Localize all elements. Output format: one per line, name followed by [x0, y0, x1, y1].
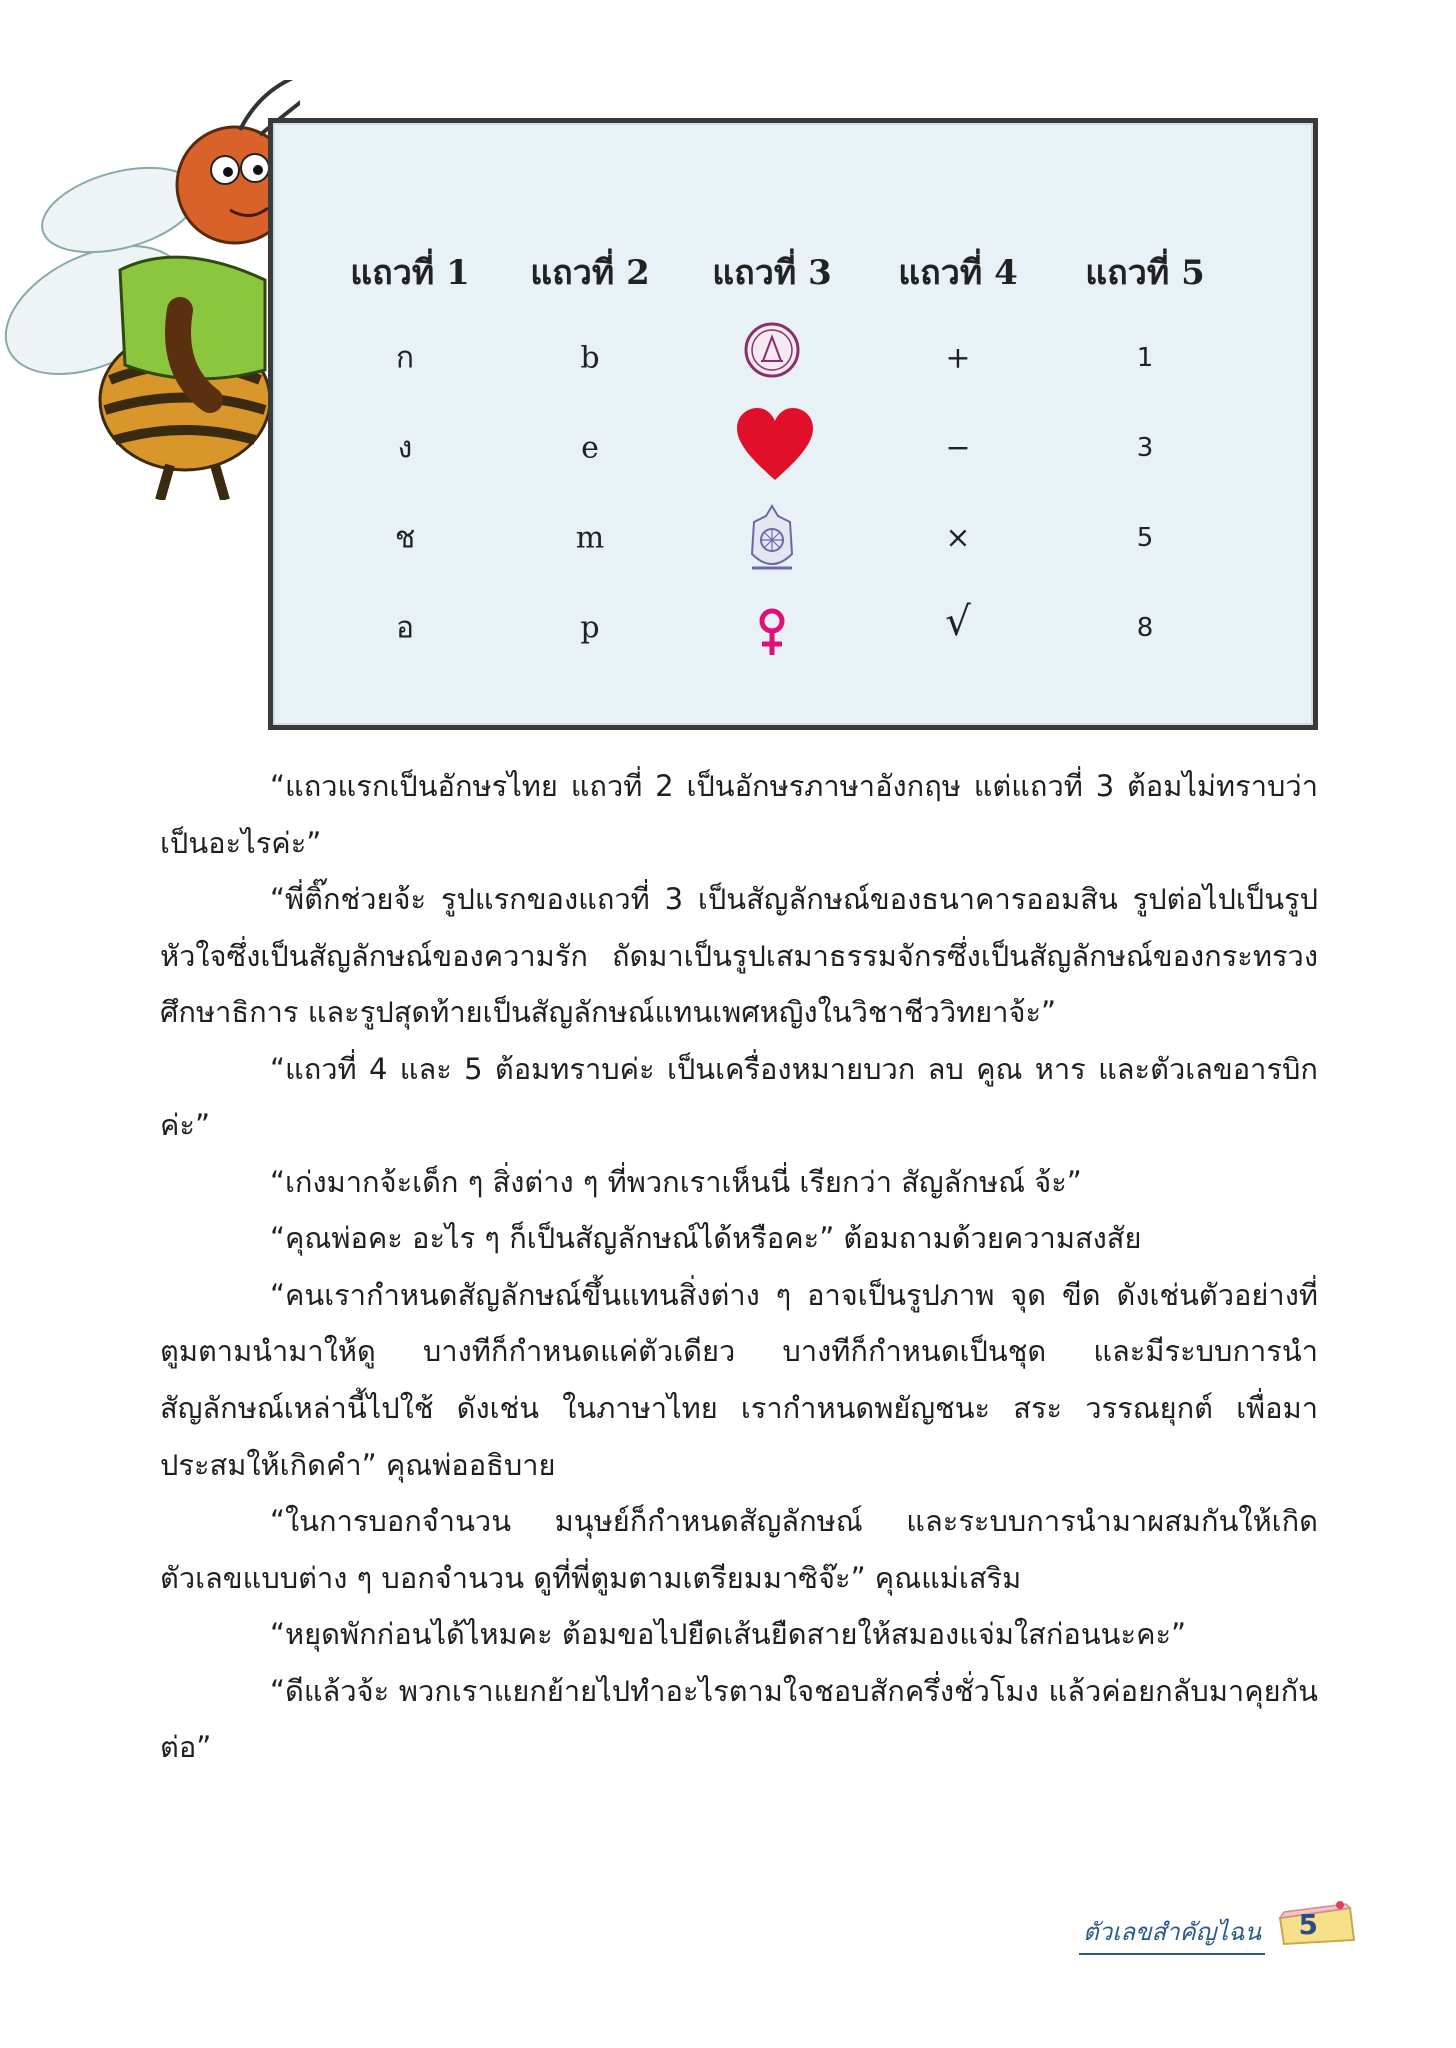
paragraph: “แถวที่ 4 และ 5 ต้อมทราบค่ะ เป็นเครื่องหมายบวก ลบ คูณ หาร และตัวเลขอารบิกค่ะ”	[160, 1051, 1318, 1143]
page-number: 5	[1298, 1908, 1318, 1941]
story-text	[160, 758, 1318, 1776]
arabic-numeral: 5	[1136, 523, 1154, 553]
thai-letter: ก	[395, 340, 415, 376]
arabic-numeral: 8	[1136, 613, 1154, 643]
english-letter: p	[580, 610, 600, 646]
paragraph: “ดีแล้วจ้ะ พวกเราแยกย้ายไปทำอะไรตามใจชอบสักครึ่งชั่วโมง แล้วค่อยกลับมาคุยกันต่อ”	[160, 1673, 1318, 1765]
page-footer	[1060, 1908, 1360, 1958]
column-header: แถวที่ 1	[350, 253, 470, 293]
math-operator: √	[945, 599, 971, 645]
thai-letter: ช	[394, 520, 416, 556]
book-title: ตัวเลขสำคัญไฉน	[1079, 1912, 1265, 1955]
thai-letter: อ	[395, 610, 415, 646]
paragraph: “ในการบอกจำนวน มนุษย์ก็กำหนดสัญลักษณ์ และระบบการนำมาผสมกันให้เกิดตัวเลขแบบต่าง ๆ บอกจำนวน ดูที่พี่ตูมตามเตรียมมาซิจ๊ะ” คุณแม่เสริม	[160, 1504, 1318, 1595]
column-header: แถวที่ 4	[898, 253, 1018, 293]
paragraph: “หยุดพักก่อนได้ไหมคะ ต้อมขอไปยืดเส้นยืดสายให้สมองแจ่มใสก่อนนะคะ”	[270, 1617, 1187, 1652]
paragraph: “เก่งมากจ้ะเด็ก ๆ สิ่งต่าง ๆ ที่พวกเราเห็นนี่ เรียกว่า สัญลักษณ์ จ้ะ”	[270, 1164, 1082, 1199]
female-symbol-icon	[755, 607, 789, 657]
column-header: แถวที่ 3	[712, 253, 832, 293]
paragraph: “พี่ติ๊กช่วยจ้ะ รูปแรกของแถวที่ 3 เป็นสัญลักษณ์ของธนาคารออมสิน รูปต่อไปเป็นรูปหัวใจซึ่งเป็นสัญลักษณ์ของความรัก ถัดมาเป็นรูปเสมาธรรมจักรซึ่งเป็นสัญลักษณ์ของกระทรวงศึกษาธิการ และรูปสุดท้ายเป็นสัญลักษณ์แทนเพศหญิงในวิชาชีววิทยาจ้ะ”	[160, 882, 1318, 1030]
arabic-numeral: 3	[1136, 433, 1154, 463]
math-operator: −	[945, 430, 971, 466]
paragraph: “แถวแรกเป็นอักษรไทย แถวที่ 2 เป็นอักษรภาษาอังกฤษ แต่แถวที่ 3 ต้อมไม่ทราบว่าเป็นอะไรค่ะ”	[160, 769, 1318, 860]
paragraph: “คุณพ่อคะ อะไร ๆ ก็เป็นสัญลักษณ์ได้หรือคะ” ต้อมถามด้วยความสงสัย	[270, 1221, 1142, 1256]
arabic-numeral: 1	[1136, 343, 1154, 373]
column-header: แถวที่ 2	[530, 253, 650, 293]
math-operator: +	[945, 340, 971, 376]
english-letter: m	[575, 520, 605, 556]
heart-icon	[735, 406, 815, 484]
column-header: แถวที่ 5	[1085, 253, 1205, 293]
paragraph: “คนเรากำหนดสัญลักษณ์ขึ้นแทนสิ่งต่าง ๆ อาจเป็นรูปภาพ จุด ขีด ดังเช่นตัวอย่างที่ตูมตามนำมาให้ดู บางทีก็กำหนดแค่ตัวเดียว บางทีก็กำหนดเป็นชุด และมีระบบการนำสัญลักษณ์เหล่านี้ไปใช้ ดังเช่น ในภาษาไทย เรากำหนดพยัญชนะ สระ วรรณยุกต์ เพื่อมาประสมให้เกิดคำ” คุณพ่ออธิบาย	[160, 1277, 1318, 1482]
thai-letter: ง	[397, 430, 413, 466]
savings-bank-logo-icon	[743, 321, 801, 379]
english-letter: b	[580, 340, 600, 376]
bee-illustration	[0, 80, 300, 500]
english-letter: e	[581, 430, 599, 466]
math-operator: ×	[945, 520, 971, 556]
ministry-of-education-emblem-icon	[746, 504, 798, 576]
